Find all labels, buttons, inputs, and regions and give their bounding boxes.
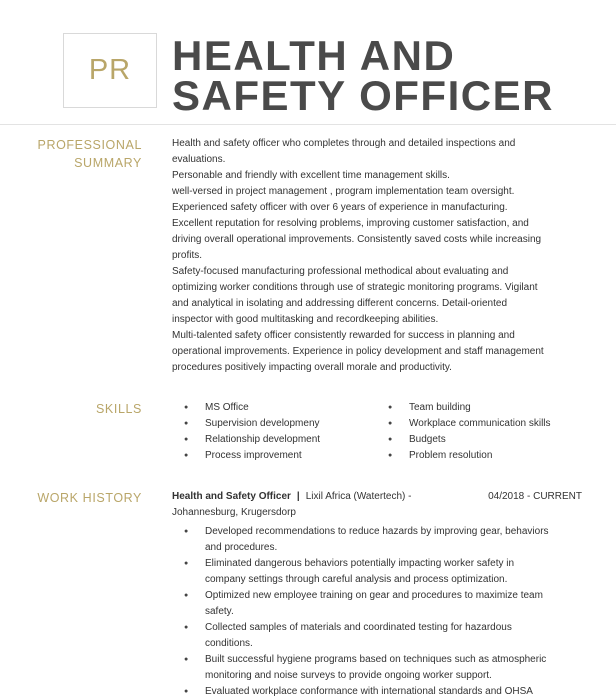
task-line: ● Collected samples of materials and coordinated testing for hazardous — [205, 622, 512, 633]
work-history-heading: WORK HISTORY — [37, 491, 142, 505]
task-item — [205, 556, 585, 588]
summary-line: Multi-talented safety officer consistently rewarded for success in planning and — [172, 330, 515, 341]
summary-line: driving overall operational improvements. Consistently saved costs while increasing — [172, 234, 542, 245]
task-item — [205, 524, 585, 556]
summary-line: and analytical in isolating and addressing different concerns. Detail-oriented — [172, 298, 508, 309]
summary-line: profits. — [172, 250, 203, 261]
summary-line: well-versed in project management , program implementation team oversight. — [172, 186, 515, 197]
task-item — [205, 620, 585, 652]
skill-item: ● Budgets — [409, 432, 551, 448]
task-line: ● Built successful hygiene programs based on techniques such as atmospheric — [205, 654, 547, 665]
job-task-list — [205, 524, 585, 700]
task-line: ● Developed recommendations to reduce hazards by improving gear, behaviors — [205, 526, 549, 537]
summary-heading-line-1: PROFESSIONAL — [37, 138, 142, 152]
initials-text: PR — [88, 54, 132, 86]
task-item — [205, 588, 585, 620]
summary-line: Personable and friendly with excellent time management skills. — [172, 170, 450, 181]
summary-line: Excellent reputation for resolving problems, improving customer satisfaction, and — [172, 218, 529, 229]
summary-line: evaluations. — [172, 154, 226, 165]
job-company: Lixil Africa (Watertech) - — [305, 491, 412, 502]
skill-item: ● MS Office — [205, 400, 320, 416]
header-divider — [0, 124, 616, 125]
job-dates: 04/2018 - CURRENT — [488, 491, 582, 502]
job-location: Johannesburg, Krugersdorp — [172, 507, 296, 518]
skill-item: ● Supervision developmeny — [205, 416, 320, 432]
task-item — [205, 652, 585, 684]
skill-item: ● Process improvement — [205, 448, 320, 464]
summary-heading-line-2: SUMMARY — [74, 156, 142, 170]
summary-heading — [20, 136, 142, 172]
job-entry — [172, 489, 582, 521]
summary-line: inspector with good multitasking and recordkeeping abilities. — [172, 314, 439, 325]
skill-item: ● Workplace communication skills — [409, 416, 551, 432]
resume-name — [172, 32, 554, 119]
task-line: monitoring and noise surveys to provide ongoing worker support. — [205, 670, 492, 681]
summary-line: Experienced safety officer with over 6 years of experience in manufacturing. — [172, 202, 508, 213]
task-line: ● Optimized new employee training on gear and procedures to maximize team — [205, 590, 543, 601]
task-line: safety. — [205, 606, 234, 617]
summary-text — [172, 136, 582, 376]
task-line: ● Evaluated workplace conformance with international standards and OHSA — [205, 686, 533, 697]
job-separator: | — [296, 491, 300, 502]
summary-line: operational improvements. Experience in policy development and staff management — [172, 346, 544, 357]
skills-column-left — [205, 400, 320, 464]
task-item — [205, 684, 585, 700]
task-line: and procedures. — [205, 542, 278, 553]
task-line: ● Eliminated dangerous behaviors potentially impacting worker safety in — [205, 558, 515, 569]
summary-line: Health and safety officer who completes through and detailed inspections and — [172, 138, 516, 149]
summary-line: procedures positively impacting overall morale and productivity. — [172, 362, 452, 373]
summary-line: optimizing worker conditions through use of strategic monitoring programs. Vigilant — [172, 282, 538, 293]
summary-line: Safety-focused manufacturing professional methodical about evaluating and — [172, 266, 509, 277]
skill-item: ● Relationship development — [205, 432, 320, 448]
skill-item: ● Team building — [409, 400, 551, 416]
skills-heading: SKILLS — [96, 402, 142, 416]
skills-column-right — [409, 400, 551, 464]
task-line: conditions. — [205, 638, 253, 649]
name-line-2: SAFETY OFFICER — [172, 72, 554, 119]
skill-item: ● Problem resolution — [409, 448, 551, 464]
job-title: Health and Safety Officer — [172, 491, 291, 502]
initials-monogram — [63, 33, 157, 108]
name-line-1: HEALTH AND — [172, 32, 456, 79]
task-line: company settings through careful analysis and process optimization. — [205, 574, 508, 585]
